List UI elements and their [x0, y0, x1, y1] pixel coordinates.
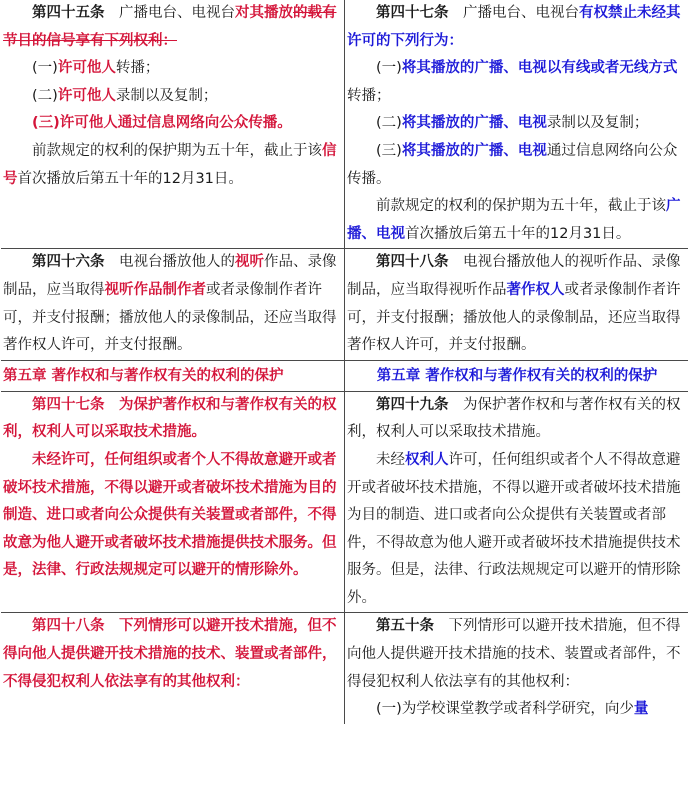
new-article-47-item-2: (二)将其播放的广播、电视录制以及复制；: [376, 115, 649, 132]
changed-text: 有权禁止未经其许可的下列行为：: [347, 5, 681, 49]
new-article-47-item-1: (一)将其播放的广播、电视以有线或者无线方式转播；: [347, 60, 678, 104]
new-article-48: 第四十八条 电视台播放他人的视听作品、录像制品，应当取得视听作品著作权人或者录像制作者许可，并支付报酬；播放他人的录像制品，还应当取得著作权人许可，并支付报酬。: [345, 249, 688, 360]
changed-text: 对其播放: [235, 5, 293, 21]
changed-text: 著作权人: [506, 281, 565, 298]
old-article-46: 第四十六条 电视台播放他人的视听作品、录像制品，应当取得视听作品制作者或者录像制作者许可，并支付报酬；播放他人的录像制品，还应当取得著作权人许可，并支付报酬。: [1, 249, 345, 360]
changed-text: (三)许可他人通过信息网络向公众传播。: [32, 115, 292, 132]
changed-text: 广播、电视: [347, 198, 681, 242]
new-article-47: [345, 0, 688, 249]
changed-text: 将其播放的广播、电视: [401, 142, 547, 159]
new-article-50-item-1: (一)为学校课堂教学或者科学研究，向少量: [376, 701, 649, 718]
article-number: 第四十九条: [376, 396, 449, 413]
old-article-48-p1: 第四十八条 下列情形可以避开技术措施，但不得向他人提供避开技术措施的技术、装置或者部件，不得侵犯权利人依法享有的其他权利：: [3, 618, 337, 690]
new-article-47-term: 前款规定的权利的保护期为五十年，截止于该广播、电视首次播放后第五十年的12月31日。: [347, 198, 681, 242]
changed-text: 权利人: [405, 451, 449, 468]
new-article-47-intro: 第四十七条 广播电台、电视台有权禁止未经其许可的下列行为：: [347, 5, 681, 49]
comparison-row-exceptions: [1, 613, 688, 724]
comparison-row-broadcast-rights: [1, 0, 688, 249]
deleted-text: 的载有节目的信号享有下列权利：: [3, 5, 337, 49]
article-number: 第四十八条: [376, 254, 449, 271]
article-number: 第四十七条: [376, 5, 449, 21]
comparison-row-technical-measures: [1, 391, 688, 613]
old-article-45-item-3: [3, 110, 343, 138]
old-article-47: [1, 391, 345, 613]
new-article-50-p1: 第五十条 下列情形可以避开技术措施，但不得向他人提供避开技术措施的技术、装置或者部件，不得侵犯权利人依法享有的其他权利：: [347, 618, 681, 690]
changed-text: 许可他人: [57, 87, 116, 104]
changed-text: 信号: [3, 142, 337, 187]
changed-text: 视听作品制作者: [104, 281, 206, 298]
new-article-47-item-3: (三)将其播放的广播、电视通过信息网络向公众传播。: [347, 142, 678, 187]
comparison-row-tv-broadcast: [1, 249, 688, 360]
old-article-45: [1, 0, 345, 249]
old-article-45-term: 前款规定的权利的保护期为五十年，截止于该信号首次播放后第五十年的12月31日。: [3, 142, 337, 187]
new-chapter-heading: 第五章 著作权和与著作权有关的权利的保护: [345, 360, 688, 391]
changed-text: 量: [633, 701, 649, 718]
changed-text: 将其播放的广播、电视以有线或者无线方式: [401, 60, 678, 77]
old-article-48: [1, 613, 345, 724]
old-article-45-intro: 第四十五条 广播电台、电视台对其播放的载有节目的信号享有下列权利：: [3, 5, 337, 49]
new-article-50: [345, 613, 688, 724]
comparison-row-chapter-heading: [1, 360, 688, 391]
law-comparison-table: [1, 0, 688, 724]
new-article-49: [345, 391, 688, 613]
old-article-47-p2: 未经许可，任何组织或者个人不得故意避开或者破坏技术措施，不得以避开或者破坏技术措施为目的制造、进口或者向公众提供有关装置或者部件，不得故意为他人避开或者破坏技术措施提供技术服务。但是，法律、行政法规规定可以避开的情形除外。: [3, 451, 337, 579]
article-number: 第五十条: [376, 618, 434, 635]
changed-text: 将其播放的广播、电视: [401, 115, 547, 132]
old-chapter-heading: 第五章 著作权和与著作权有关的权利的保护: [1, 360, 345, 391]
changed-text: 视听: [235, 254, 264, 271]
article-number: 第四十五条: [32, 5, 105, 21]
new-article-49-p1: 第四十九条 为保护著作权和与著作权有关的权利，权利人可以采取技术措施。: [347, 396, 681, 441]
article-number: 第四十六条: [32, 254, 105, 271]
old-article-47-p1: 第四十七条 为保护著作权和与著作权有关的权利，权利人可以采取技术措施。: [3, 396, 337, 441]
old-article-45-item-1: (一)许可他人转播；: [32, 60, 160, 77]
old-article-45-item-2: (二)许可他人录制以及复制；: [32, 87, 218, 104]
new-article-49-p2: 未经权利人许可，任何组织或者个人不得故意避开或者破坏技术措施，不得以避开或者破坏技术措施为目的制造、进口或者向公众提供有关装置或者部件，不得故意为他人避开或者破坏技术措施提供技术服务。但是，法律、行政法规规定可以避开的情形除外。: [347, 451, 681, 606]
changed-text: 许可他人: [57, 60, 116, 77]
